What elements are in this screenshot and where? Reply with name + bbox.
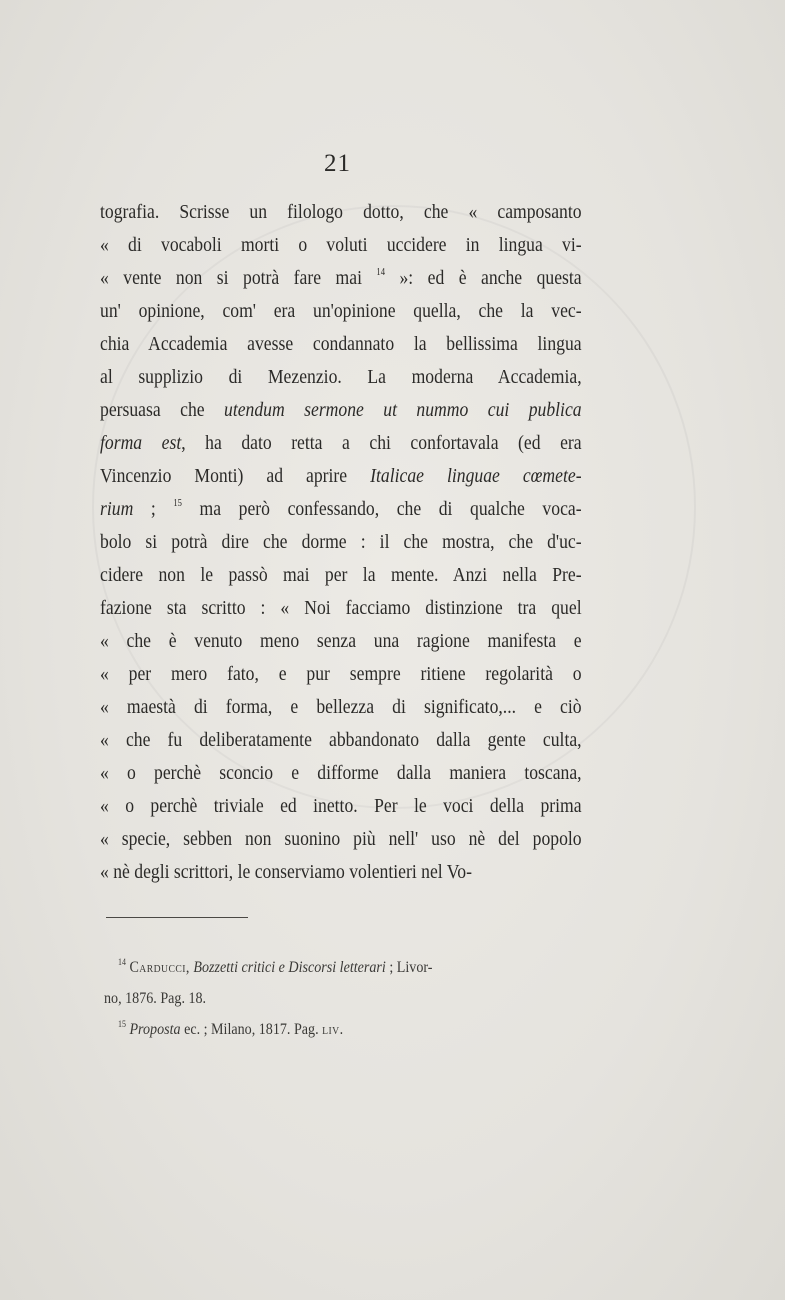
text-span: cidere non le passò mai per la mente. Anzi nella Pre- <box>100 564 582 586</box>
body-text <box>100 196 582 889</box>
text-line <box>100 658 582 691</box>
footnote-separator <box>106 917 248 918</box>
text-span: « specie, sebben non suonino più nell' uso nè del popolo <box>100 828 582 850</box>
italic-text: utendum sermone ut nummo cui publica <box>224 399 582 421</box>
italic-text: rium <box>100 498 134 520</box>
text-span: al supplizio di Mezenzio. La moderna Accademia, <box>100 366 582 388</box>
text-line <box>100 427 582 460</box>
text-span: « di vocaboli morti o voluti uccidere in lingua vi- <box>100 234 582 256</box>
text-line <box>100 526 582 559</box>
footnote-rest: ec. ; Milano, 1817. Pag. <box>180 1021 323 1038</box>
text-line <box>100 229 582 262</box>
text-line <box>100 295 582 328</box>
text-line <box>100 790 582 823</box>
text-span: fazione sta scritto : « Noi facciamo distinzione tra quel <box>100 597 582 619</box>
footnote-author: Carducci, <box>129 959 190 976</box>
text-line <box>100 559 582 592</box>
text-span: un' opinione, com' era un'opinione quella, che la vec- <box>100 300 582 322</box>
text-line <box>100 394 582 427</box>
text-span: « o perchè triviale ed inetto. Per le voci della prima <box>100 795 582 817</box>
text-span: »: ed è anche questa <box>385 267 582 289</box>
text-line <box>100 262 582 295</box>
italic-text: Italicae linguae cœmete- <box>370 465 582 487</box>
text-span: Vincenzio Monti) ad aprire <box>100 465 371 487</box>
text-line <box>100 691 582 724</box>
text-line <box>100 625 582 658</box>
footnote-ref: 15 <box>173 498 182 509</box>
text-span: « o perchè sconcio e difforme dalla maniera toscana, <box>100 762 582 784</box>
text-line <box>100 757 582 790</box>
text-line <box>100 592 582 625</box>
text-line <box>100 460 582 493</box>
text-span: , ha dato retta a chi confortavala (ed era <box>181 432 582 454</box>
text-line <box>100 196 582 229</box>
text-line <box>100 724 582 757</box>
page-number: 21 <box>324 150 351 177</box>
text-span: « che fu deliberatamente abbandonato dalla gente culta, <box>100 729 582 751</box>
text-line <box>100 493 582 526</box>
footnote-ref: 14 <box>376 267 386 278</box>
footnote-title: Bozzetti critici e Discorsi letterari <box>193 959 386 976</box>
text-line <box>100 856 582 889</box>
text-span: « vente non si potrà fare mai <box>100 267 377 289</box>
text-span: « che è venuto meno senza una ragione manifesta e <box>100 630 582 652</box>
text-line <box>100 361 582 394</box>
footnotes <box>104 952 638 1045</box>
footnote-rest: ; Livor- <box>385 959 433 976</box>
text-span: persuasa che <box>100 399 225 421</box>
text-span: « per mero fato, e pur sempre ritiene regolarità o <box>100 663 582 685</box>
text-span: chia Accademia avesse condannato la bellissima lingua <box>100 333 582 355</box>
footnote-page-roman: liv. <box>322 1021 344 1038</box>
text-span: bolo si potrà dire che dorme : il che mostra, che d'uc- <box>100 531 582 553</box>
text-span: « nè degli scrittori, le conserviamo volentieri nel Vo- <box>100 861 472 883</box>
footnote-title: Proposta <box>129 1021 181 1038</box>
text-span: « maestà di forma, e bellezza di significato,... e ciò <box>100 696 582 718</box>
text-span: ; <box>133 498 174 520</box>
text-line <box>100 328 582 361</box>
text-span: tografia. Scrisse un filologo dotto, che « camposanto <box>100 201 582 223</box>
italic-text: forma est <box>100 432 182 454</box>
footnote-mark: 15 <box>118 1019 126 1029</box>
footnote-mark: 14 <box>118 957 126 967</box>
text-line <box>100 823 582 856</box>
footnote-14-continuation: no, 1876. Pag. 18. <box>104 990 207 1007</box>
footnote-15 <box>118 1014 576 1045</box>
footnote-14 <box>118 952 576 983</box>
text-span: ma però confessando, che di qualche voca- <box>181 498 582 520</box>
